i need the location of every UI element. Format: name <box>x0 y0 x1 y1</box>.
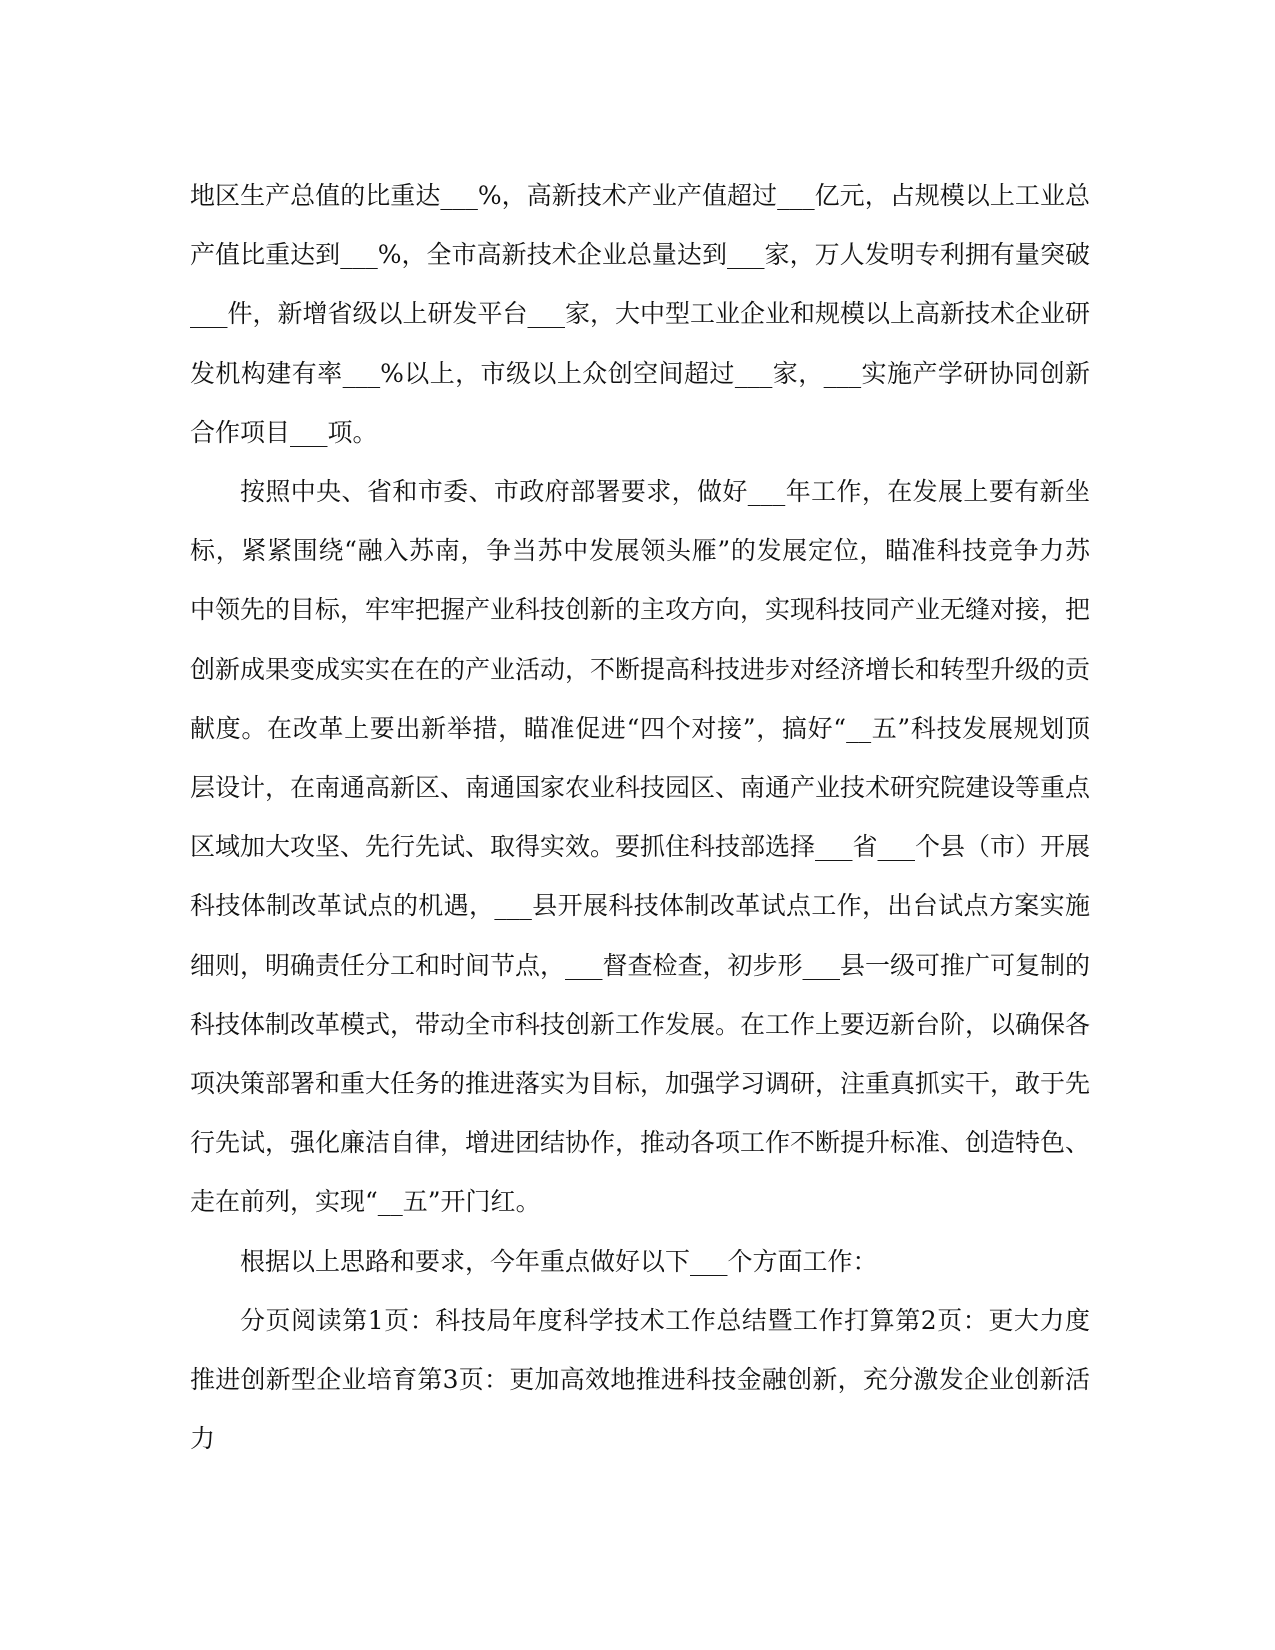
paragraph-work-plan: 按照中央、省和市委、市政府部署要求，做好___年工作，在发展上要有新坐标，紧紧围绕“融入苏南，争当苏中发展领头雁”的发展定位，瞄准科技竞争力苏中领先的目标，牢牢把握产业科技创新的主攻方向，实现科技同产业无缝对接，把创新成果变成实实在在的产业活动，不断提高科技进步对经济增长和转型升级的贡献度。在改革上要出新举措，瞄准促进“四个对接”，搞好“__五”科技发展规划顶层设计，在南通高新区、南通国家农业科技园区、南通产业技术研究院建设等重点区域加大攻坚、先行先试、取得实效。要抓住科技部选择___省___个县（市）开展科技体制改革试点的机遇，___县开展科技体制改革试点工作，出台试点方案实施细则，明确责任分工和时间节点，___督查检查，初步形___县一级可推广可复制的科技体制改革模式，带动全市科技创新工作发展。在工作上要迈新台阶，以确保各项决策部署和重大任务的推进落实为目标，加强学习调研，注重真抓实干，敢于先行先试，强化廉洁自律，增进团结协作，推动各项工作不断提升标准、创造特色、走在前列，实现“__五”开门红。 <box>190 477 1091 1217</box>
paragraph-page-navigation: 分页阅读第1页：科技局年度科学技术工作总结暨工作打算第2页：更大力度推进创新型企业培育第3页：更加高效地推进科技金融创新，充分激发企业创新活力 <box>190 1305 1090 1454</box>
document-body <box>190 166 1090 1468</box>
paragraph-key-tasks-intro: 根据以上思路和要求，今年重点做好以下___个方面工作： <box>240 1246 878 1276</box>
paragraph-targets: 地区生产总值的比重达___%，高新技术产业产值超过___亿元，占规模以上工业总产值比重达到___%，全市高新技术企业总量达到___家，万人发明专利拥有量突破___件，新增省级以上研发平台___家，大中型工业企业和规模以上高新技术企业研发机构建有率___%以上，市级以上众创空间超过___家，___实施产学研协同创新合作项目___项。 <box>190 181 1091 447</box>
